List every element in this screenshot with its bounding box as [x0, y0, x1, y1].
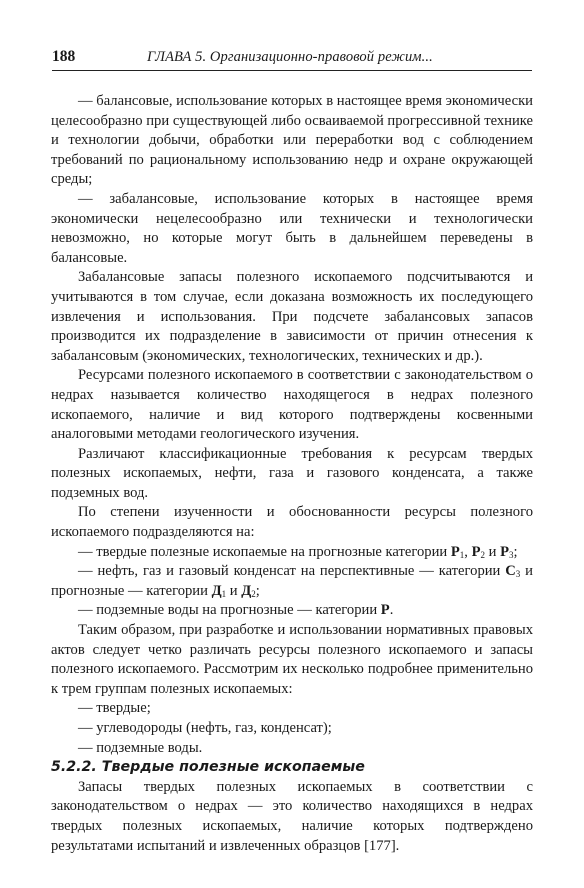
page-body [51, 92, 533, 856]
page-number: 188 [52, 48, 76, 65]
paragraph: Таким образом, при разработке и использовании нормативных правовых актов следует четко различать ресурсы полезного ископаемого и запасы полезного ископаемого. Рассмотрим их несколько подробнее применительно к трем группам полезных ископаемых: [51, 622, 533, 697]
paragraph: — балансовые, использование которых в настоящее время экономически целесообразно при существующей либо осваиваемой прогрессивной технике и технологии добычи, обработки или переработки вод с соблюдением требований по рациональному использованию недр и охране окружающей среды; [51, 93, 533, 188]
paragraph: — забалансовые, использование которых в настоящее время экономически нецелесообразно или технически и технологически невозможно, но которые могут быть в дальнейшем переведены в балансовые. [51, 190, 533, 266]
section-heading [51, 758, 533, 778]
running-title: ГЛАВА 5. Организационно-правовой режим... [147, 49, 433, 65]
list-item: — подземные воды на прогнозные — категории P. [78, 602, 394, 619]
list-item: — твердые полезные ископаемые на прогнозные категории $P_1$, $P_2$ и $P_3$; [78, 543, 518, 560]
list-item: — углеводороды (нефть, газ, конденсат); [78, 720, 332, 736]
section-number: 5.2.2. [51, 759, 97, 776]
paragraph: По степени изученности и обоснованности ресурсы полезного ископаемого подразделяются на: [51, 504, 533, 541]
paragraph: Запасы твердых полезных ископаемых в соответствии с законодательством о недрах — это количество находящихся в недрах твердых полезных ископаемых, наличие которых подтверждено результатами испытаний и извлеченных образцов [177]. [51, 778, 533, 854]
list-item: — твердые; [78, 700, 151, 717]
section-title: Твердые полезные ископаемые [101, 759, 365, 776]
paragraph: Забалансовые запасы полезного ископаемого подсчитываются и учитываются в том случае, если доказана возможность их последующего извлечения и использования. При подсчете забалансовых запасов производится их подразделение в зависимости от причин отнесения к забалансовым (экономических, технологических, технических и др.). [51, 269, 533, 364]
list-item: — нефть, газ и газовый конденсат на перспективные — категории $C_3$ и прогнозные — категории $Д_1$ и $Д_2$; [51, 563, 533, 599]
page-header [52, 48, 532, 71]
paragraph: Различают классификационные требования к ресурсам твердых полезных ископаемых, нефти, газа и газового конденсата, а также подземных вод. [51, 445, 533, 501]
list-item: — подземные воды. [78, 739, 203, 756]
paragraph: Ресурсами полезного ископаемого в соответствии с законодательством о недрах называется количество находящегося в недрах полезного ископаемого, наличие и вид которого подтверждены косвенными аналоговыми методами геологического изучения. [51, 367, 533, 443]
